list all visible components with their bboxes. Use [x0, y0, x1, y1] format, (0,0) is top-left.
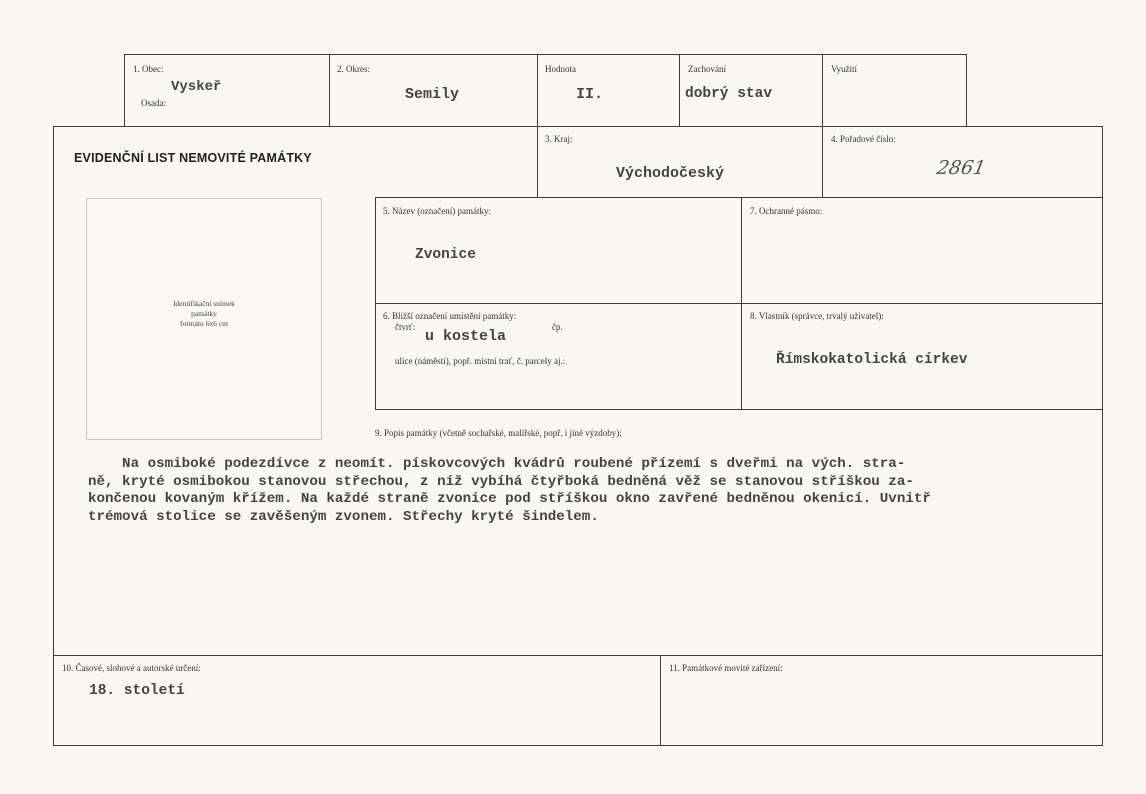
pasmo-label: 7. Ochranné pásmo: [750, 206, 823, 216]
okres-box [329, 54, 538, 127]
urceni-label: 10. Časové, slohové a autorské určení: [62, 663, 201, 673]
obec-value: Vyskeř [171, 79, 222, 95]
ctvrt-value: u kostela [425, 328, 507, 345]
zarizeni-box [660, 655, 1103, 746]
vlastnik-value: Římskokatolická církev [776, 352, 968, 368]
urceni-value: 18. století [89, 683, 185, 699]
popis-text [88, 456, 1073, 526]
popis-line: Na osmiboké podezdívce z neomít. pískovcových kvádrů roubené přízemí s dveřmi na vých. stra- [88, 456, 906, 472]
photo-placeholder [86, 198, 322, 440]
obec-box [124, 54, 330, 127]
poradove-label: 4. Pořadové číslo: [831, 134, 896, 144]
photo-caption-line: památky [191, 309, 217, 318]
zachovani-box [679, 54, 823, 127]
nazev-label: 5. Název (označení) památky: [383, 206, 491, 216]
ctvrt-label: čtvrť: [395, 322, 416, 332]
umisteni-box [375, 303, 742, 410]
photo-caption [87, 299, 321, 329]
vyuziti-label: Využití [831, 64, 857, 74]
form-title: EVIDENČNÍ LIST NEMOVITÉ PAMÁTKY [74, 151, 312, 165]
zarizeni-label: 11. Památkové movité zařízení: [669, 663, 783, 673]
nazev-box [375, 197, 742, 304]
kraj-value: Východočeský [616, 165, 725, 182]
hodnota-box [537, 54, 680, 127]
cp-label: čp. [552, 322, 563, 332]
okres-value: Semily [405, 86, 460, 103]
nazev-value: Zvonice [415, 247, 476, 263]
kraj-label: 3. Kraj: [545, 134, 573, 144]
photo-caption-line: Identifikační snímek [173, 299, 235, 308]
hodnota-label: Hodnota [545, 64, 576, 74]
popis-line: trémová stolice se zavěšeným zvonem. Střechy kryté šindelem. [88, 508, 599, 525]
popis-line: končenou kovaným křížem. Na každé straně zvonice pod stříškou okno zavřené bedněnou okenicí. Uvnitř [88, 491, 931, 507]
hodnota-value: II. [576, 86, 604, 103]
poradove-value: 2861 [935, 157, 988, 179]
popis-label: 9. Popis památky (včetně sochařské, malířské, popř. i jiné výzdoby): [375, 428, 622, 438]
kraj-box [537, 126, 823, 198]
photo-caption-line: formátu 6x6 cm [180, 319, 228, 328]
vyuziti-box [822, 54, 967, 127]
zachovani-label: Zachování [688, 64, 726, 74]
vlastnik-box [741, 303, 1103, 410]
popis-line: ně, kryté osmibokou stanovou střechou, z níž vybíhá čtyřboká bedněná věž se stanovou stříškou za- [88, 473, 914, 490]
vlastnik-label: 8. Vlastník (správce, trvalý uživatel): [750, 311, 884, 321]
urceni-box [53, 655, 661, 746]
pasmo-box [741, 197, 1103, 304]
ulice-label: ulice (náměstí), popř. místní trať, č. parcely aj.: [395, 356, 566, 366]
poradove-box [822, 126, 1103, 198]
osada-label: Osada: [141, 98, 166, 108]
okres-label: 2. Okres: [337, 64, 370, 74]
obec-label: 1. Obec: [133, 64, 164, 74]
zachovani-value: dobrý stav [685, 86, 773, 102]
umisteni-label: 6. Bližší označení umístění památky: [383, 311, 517, 321]
